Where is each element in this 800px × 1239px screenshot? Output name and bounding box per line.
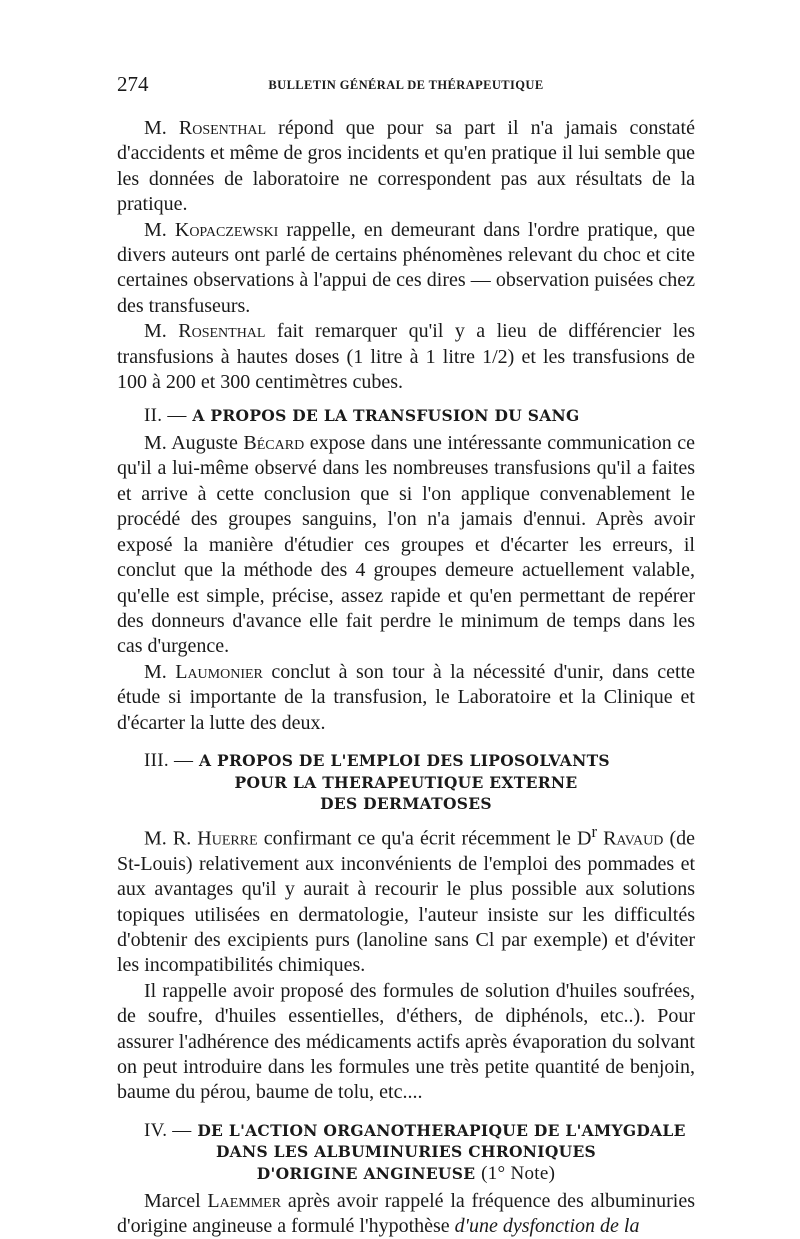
section-note: (1° Note) (481, 1163, 556, 1185)
speaker-name: M. Kopaczewski (144, 218, 279, 241)
speaker-name: Huerre (197, 827, 258, 850)
speaker-name: Bécard (243, 432, 305, 455)
paragraph-laemmer (117, 1189, 695, 1239)
cited-name: Ravaud (597, 827, 664, 850)
section-title: A PROPOS DE LA TRANSFUSION DU SANG (192, 406, 580, 426)
paragraph-text: répond que pour sa part il n'a jamais constaté d'accidents et même de gros incidents et qu'en pratique il lui semble que les données de laboratoire ne correspondent pas aux résultats de la pratique. (117, 117, 695, 216)
italic-text: d'une dysfonction de la (454, 1215, 640, 1238)
section-number: IV. — (144, 1119, 192, 1141)
speaker-prefix: Marcel (144, 1189, 208, 1212)
section-number: III. — (144, 749, 194, 771)
superscript: r (591, 821, 597, 841)
paragraph-text: Il rappelle avoir proposé des formules de solution d'huiles soufrées, de soufre, d'huiles essentielles, d'éthers, de diphénols, etc..). Pour assurer l'adhérence des médicaments actifs après évaporation du solvant on peut introduire dans les formules une très petite quantité de benjoin, baume du pérou, baume de tolu, etc.... (117, 979, 695, 1104)
speaker-prefix: M. Auguste (144, 432, 244, 455)
section-title-line3: DES DERMATOSES (320, 794, 492, 814)
speaker-name: M. Rosenthal (144, 117, 267, 139)
section-title-line3 (117, 1163, 695, 1185)
running-title: BULLETIN GÉNÉRAL DE THÉRAPEUTIQUE (268, 78, 544, 92)
section-title-line1 (117, 1120, 695, 1142)
paragraph-text: (de St-Louis) relativement aux inconvénients de l'emploi des pommades et aux avantages qu'il y aurait à recourir le plus possible aux solutions topiques utilisées en dermatologie, l'auteur insiste sur les difficultés d'obtenir des excipients purs (lanoline sans Cl par exemple) et d'éviter les incompatibilités chimiques. (117, 827, 695, 977)
section-title-text: A PROPOS DE L'EMPLOI DES LIPOSOLVANTS (199, 750, 610, 770)
section-number: II. — (144, 405, 187, 427)
paragraph-text: expose dans une intéressante communication ce qu'il a lui-même observé dans les nombreuses transfusions qu'il a faites et arrive à cette conclusion que si l'on applique convenablement le procédé des groupes sanguins, l'on n'a jamais d'ennui. Après avoir exposé la manière d'étudier ces groupes et d'écarter les erreurs, il conclut que la méthode des 4 groupes demeure actuellement valable, qu'elle est simple, précise, assez rapide et qu'en permettant de repérer des donneurs d'avance elle fait perdre le minimum de temps dans les cas d'urgence. (117, 432, 695, 658)
paragraph-rosenthal-1 (117, 116, 695, 218)
page-header (117, 72, 695, 96)
section-title-line2: DANS LES ALBUMINURIES CHRONIQUES (215, 1142, 597, 1162)
section-title-line1 (117, 750, 695, 772)
page-number: 274 (117, 72, 149, 96)
paragraph-formules (117, 979, 695, 1106)
section-heading-4 (117, 1120, 695, 1185)
speaker-name: M. Rosenthal (144, 320, 266, 343)
section-title-text: D'ORIGINE ANGINEUSE (256, 1164, 476, 1184)
paragraph-text: fait remarquer qu'il y a lieu de différencier les transfusions à hautes doses (1 litre à 1 litre 1/2) et les transfusions de 100 à 200 et 300 centimètres cubes. (117, 320, 695, 394)
paragraph-text: confirmant ce qu'a écrit récemment le D (257, 827, 592, 850)
speaker-name: M. Laumonier (144, 660, 263, 683)
speaker-prefix: M. R. (144, 827, 198, 850)
paragraph-kopaczewski (117, 218, 695, 320)
paragraph-text: rappelle, en demeurant dans l'ordre pratique, que divers auteurs ont parlé de certains phénomènes relevant du choc et cite certaines observations à l'appui de ces dires — observation puisées chez des transfuseurs. (117, 218, 696, 317)
section-heading-2 (117, 405, 695, 427)
section-title-text: DE L'ACTION ORGANOTHERAPIQUE DE L'AMYGDALE (197, 1120, 686, 1140)
paragraph-text: après avoir rappelé la fréquence des albuminuries d'origine angineuse a formulé l'hypothèse (117, 1189, 695, 1238)
paragraph-huerre (117, 819, 695, 979)
speaker-name: Laemmer (207, 1189, 282, 1212)
section-heading-3 (117, 750, 695, 815)
paragraph-rosenthal-2 (117, 319, 695, 395)
paragraph-text: conclut à son tour à la nécessité d'unir, dans cette étude si importante de la transfusion, le Laboratoire et la Clinique et d'écarter la lutte des deux. (117, 660, 695, 734)
paragraph-becard (117, 431, 695, 660)
section-title-line2: POUR LA THERAPEUTIQUE EXTERNE (234, 772, 578, 792)
page-body (117, 116, 695, 1239)
paragraph-laumonier (117, 660, 695, 736)
